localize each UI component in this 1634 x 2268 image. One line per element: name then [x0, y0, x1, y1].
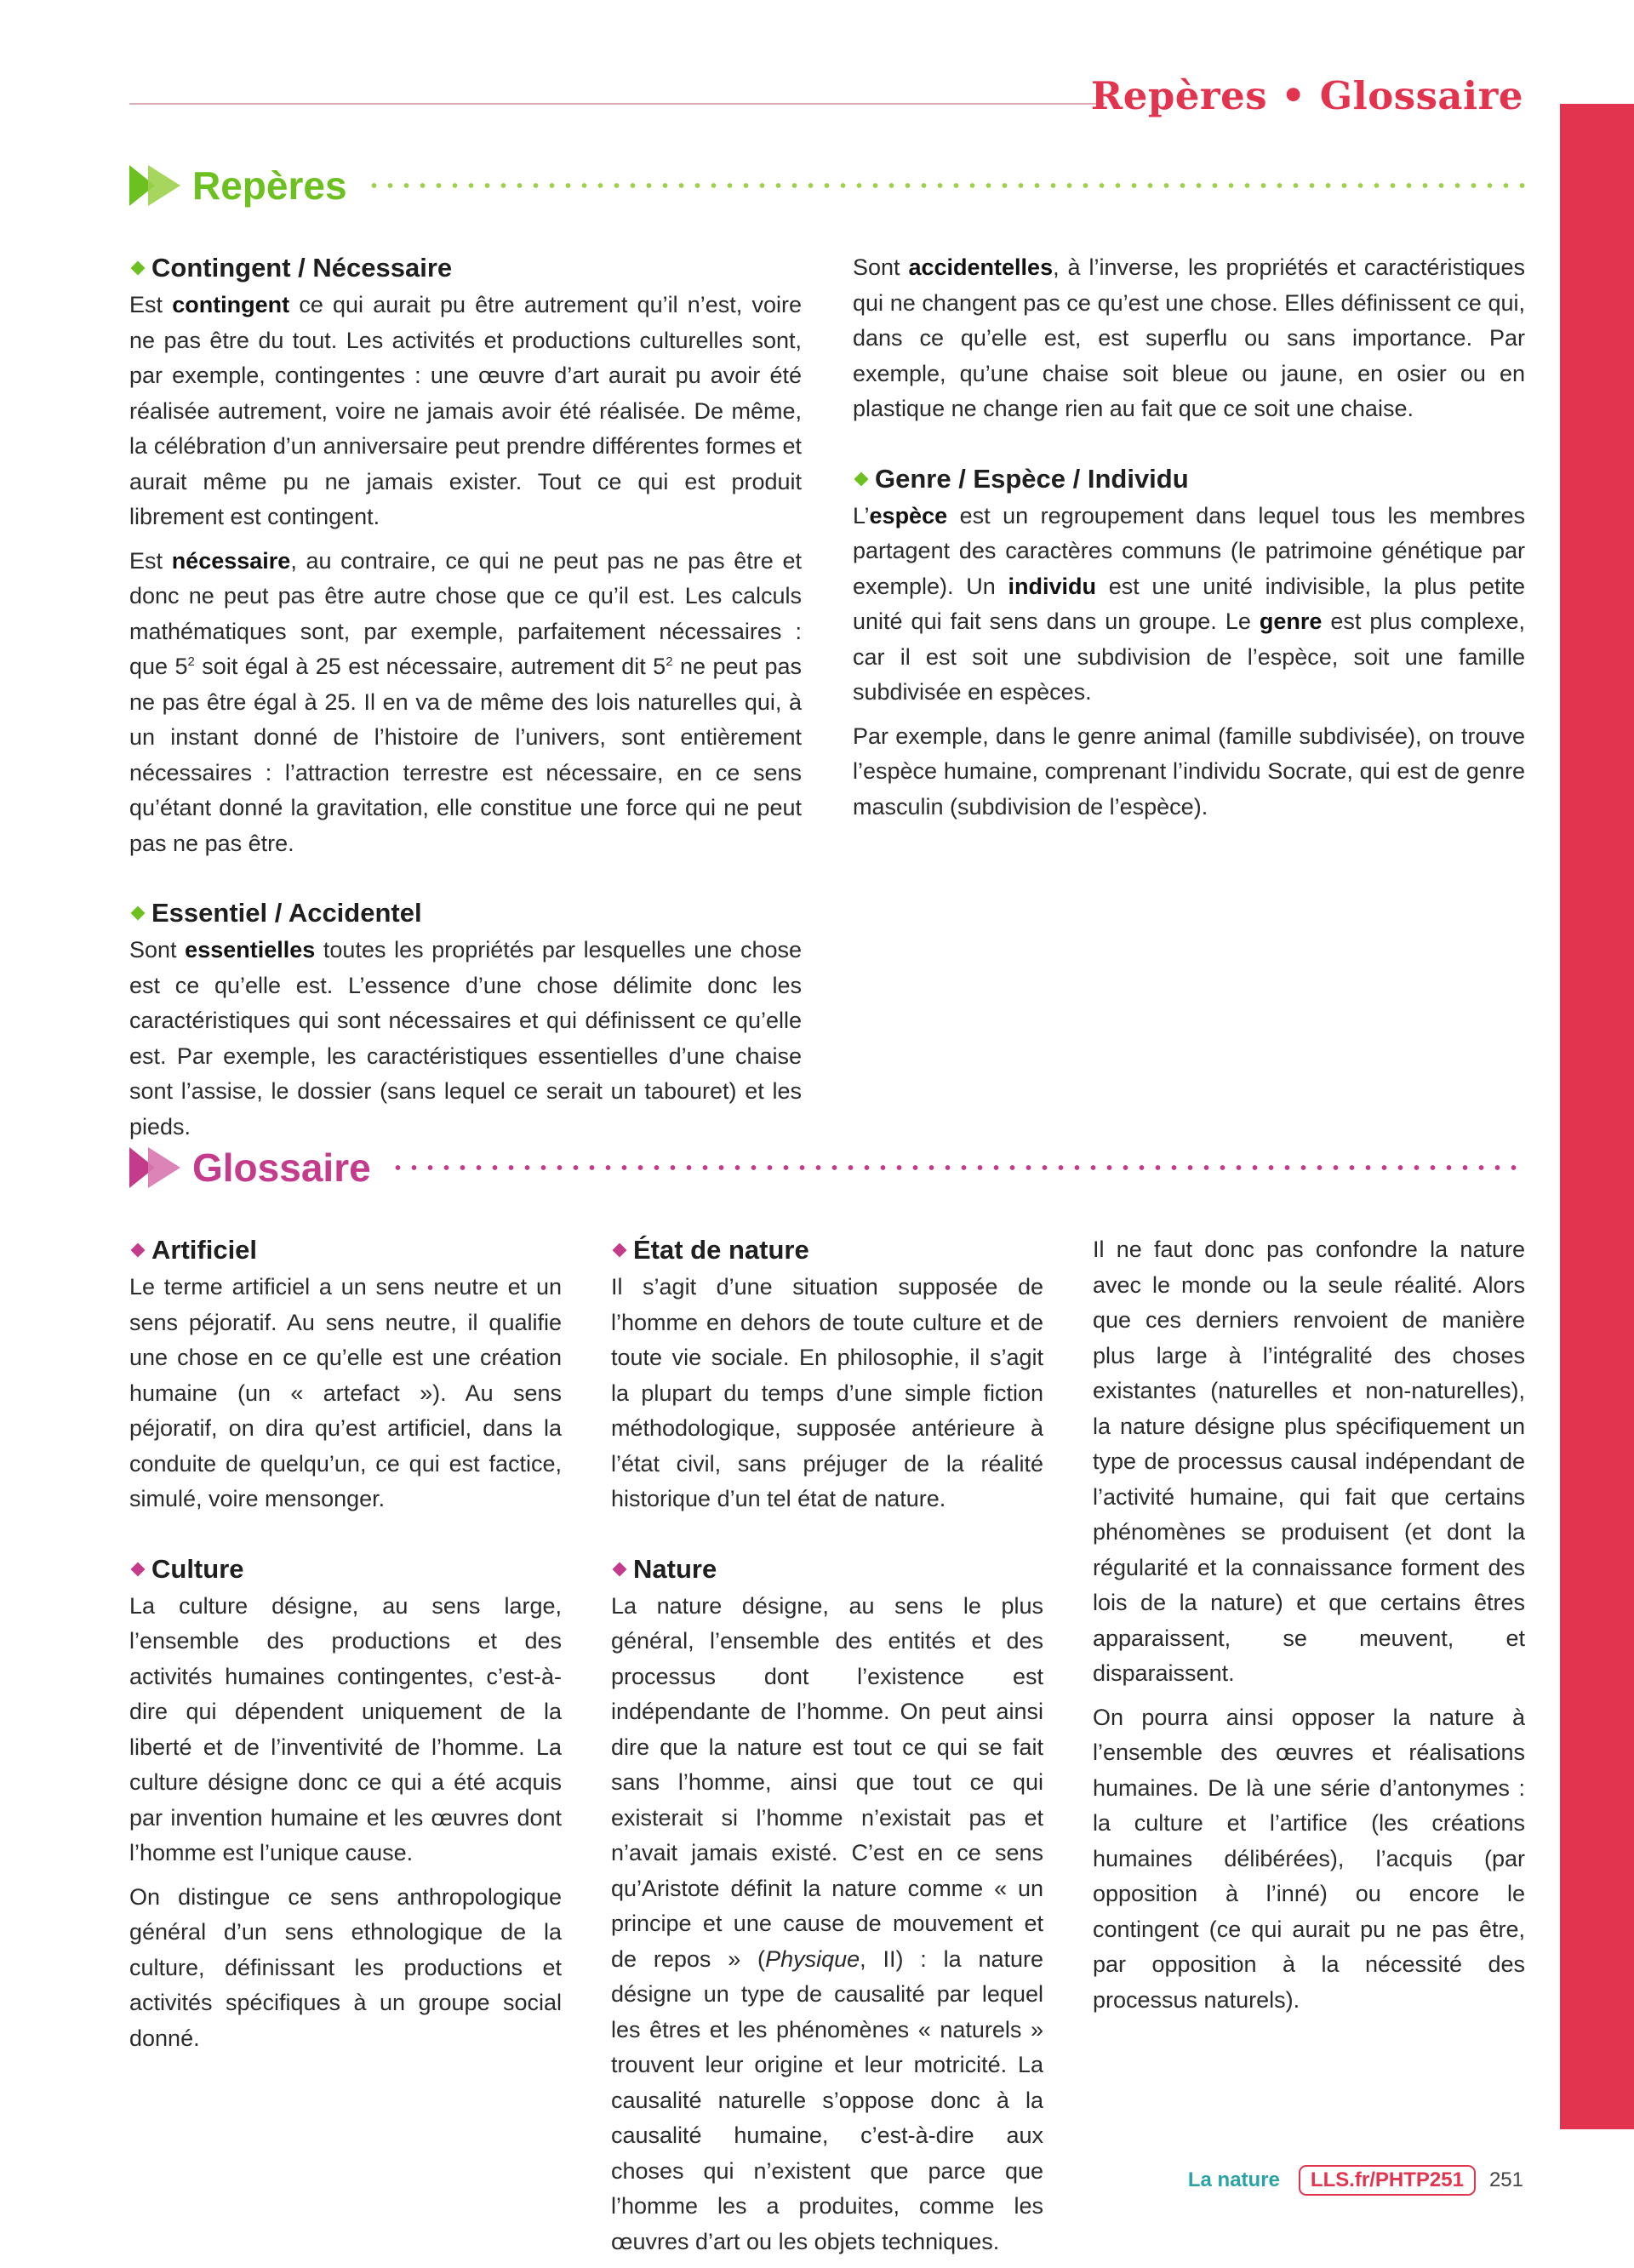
diamond-bullet-icon — [131, 1562, 146, 1576]
entry-heading-etat-de-nature: État de nature — [611, 1232, 1043, 1268]
glossaire-column-3 — [1093, 1232, 1525, 2026]
page-header-title: Repères • Glossaire — [1090, 73, 1523, 118]
chapter-name: La nature — [1187, 2168, 1280, 2191]
double-arrow-icon — [129, 1145, 182, 1190]
page-footer — [1188, 2165, 1523, 2196]
dotted-leader — [390, 1165, 1525, 1170]
paragraph-artificiel: Le terme artificiel a un sens neutre et un sens péjoratif. Au sens neutre, il qualifie une chose en ce qu’elle est une création humaine (un « artefact »). Au sens péjoratif, on dira qu’est artificiel, dans la conduite de quelqu’un, ce qui est factice, simulé, voire mensonger. — [129, 1274, 562, 1511]
entry-heading-genre: Genre / Espèce / Individu — [853, 461, 1525, 497]
lls-link[interactable]: LLS.fr/PHTP251 — [1299, 2165, 1476, 2196]
entry-heading-artificiel: Artificiel — [129, 1232, 562, 1268]
entry-heading-culture: Culture — [129, 1551, 562, 1587]
reperes-section-header — [129, 160, 1525, 211]
diamond-bullet-icon — [854, 471, 869, 486]
glossaire-column-1 — [129, 1232, 562, 2065]
dotted-leader — [366, 183, 1525, 188]
paragraph-nature-2: Il ne faut donc pas confondre la nature avec le monde ou la seule réalité. Alors que ces derniers renvoient de manière plus large à l’intégralité des choses existantes (naturelles et non-naturelles), la nature désigne plus spécifiquement un type de processus causal indépendant de l’activité humaine, qui fait que certains phénomènes se produisent (et dont la régularité et la connaissance forment des lois de la nature) et que certains êtres apparaissent, se meuvent, et disparaissent. — [1093, 1237, 1525, 1686]
page-number: 251 — [1488, 2168, 1523, 2191]
paragraph-culture: La culture désigne, au sens large, l’ensemble des productions et des activités humaines contingentes, c’est-à-dire qui dépendent uniquement de la liberté et de l’inventivité de l’homme. La culture désigne donc ce qui a été acquis par invention humaine et les œuvres dont l’homme est l’unique cause. — [129, 1592, 562, 1865]
glossaire-column-2 — [611, 1232, 1043, 2268]
entry-heading-nature: Nature — [611, 1551, 1043, 1587]
paragraph-essentiel: Sont essentielles toutes les propriétés par lesquelles une chose est ce qu’elle est. L’essence d’une chose délimite donc les caractéristiques qui sont nécessaires et qui définissent ce qu’elle est. Par exemple, les caractéristiques essentielles d’une chaise sont l’assise, le dossier (sans lequel ce serait un tabouret) et les pieds. — [129, 937, 802, 1140]
diamond-bullet-icon — [613, 1562, 627, 1576]
paragraph-contingent: Est contingent ce qui aurait pu être autrement qu’il n’est, voire ne pas être du tout. Les activités et productions culturelles sont, par exemple, contingentes : une œuvre d’art aurait pu avoir été réalisée autrement, voire ne jamais avoir été réalisée. De même, la célébration d’un anniversaire peut prendre différentes formes et aurait même pu ne jamais exister. Tout ce qui est produit librement est contingent. — [129, 292, 802, 529]
diamond-bullet-icon — [131, 906, 146, 921]
glossaire-title: Glossaire — [192, 1145, 371, 1190]
double-arrow-icon — [129, 163, 182, 208]
paragraph-nature: La nature désigne, au sens le plus général, l’ensemble des entités et des processus dont l’existence est indépendante de l’homme. On peut ainsi dire que la nature est tout ce qui se fait sans l’homme, ainsi que tout ce qui existerait si l’homme n’existait pas et n’avait jamais existé. C’est en ce sens qu’Aristote définit la nature comme « un principe et une cause de mouvement et de repos » (Physique, II) : la nature désigne un type de causalité par lequel les êtres et les phénomènes « naturels » trouvent leur origine et leur motricité. La causalité naturelle s’oppose donc à la causalité humaine, c’est-à-dire aux choses qui n’existent que parce que l’homme les a produites, comme les œuvres d’art ou les objets techniques. — [611, 1592, 1044, 2254]
paragraph-necessaire: Est nécessaire, au contraire, ce qui ne peut pas ne pas être et donc ne peut pas être autre chose que ce qu’il est. Les calculs mathématiques sont, par exemple, parfaitement nécessaires : que $5^2$ soit égal à 25 est nécessaire, autrement dit $5^2$ ne peut pas ne pas être égal à 25. Il en va de même des lois naturelles qui, à un instant donné de l’histoire de l’univers, sont entièrement nécessaires : l’attraction terrestre est nécessaire, en ce sens qu’étant donné la gravitation, elle constitue une force qui ne peut pas ne pas être. — [129, 547, 802, 856]
paragraph-culture-2: On distingue ce sens anthropologique général d’un sens ethnologique de la culture, définissant les productions et activités spécifiques à un groupe social donné. — [129, 1883, 562, 2051]
entry-heading-contingent: Contingent / Nécessaire — [129, 250, 802, 286]
header-rule — [129, 103, 1105, 105]
reperes-column-left — [129, 250, 802, 1153]
entry-heading-essentiel: Essentiel / Accidentel — [129, 895, 802, 931]
reperes-title: Repères — [192, 163, 347, 208]
paragraph-nature-3: On pourra ainsi opposer la nature à l’ensemble des œuvres et réalisations humaines. De là une série d’antonymes : la culture et l’artifice (les créations humaines délibérées), l’acquis (par opposition à l’inné) ou encore le contingent (ce qui aurait pu ne pas être, par opposition à la nécessité des processus naturels). — [1093, 1704, 1525, 2013]
side-color-bar — [1560, 104, 1634, 2129]
diamond-bullet-icon — [613, 1243, 627, 1258]
glossaire-section-header — [129, 1142, 1525, 1193]
paragraph-genre: L’espèce est un regroupement dans lequel tous les membres partagent des caractères communs (le patrimoine génétique par exemple). Un individu est une unité indivisible, la plus petite unité qui fait sens dans un groupe. Le genre est plus complexe, car il est soit une subdivision de l’espèce, soit une famille subdivisée en espèces. — [853, 502, 1526, 705]
paragraph-accidentel: Sont accidentelles, à l’inverse, les propriétés et caractéristiques qui ne changent pas ce qu’est une chose. Elles définissent ce qui, dans ce qu’elle est, est superflu ou sans importance. Par exemple, qu’une chaise soit bleue ou jaune, en osier ou en plastique ne change rien au fait que ce soit une chaise. — [853, 254, 1525, 421]
diamond-bullet-icon — [131, 261, 146, 276]
diamond-bullet-icon — [131, 1243, 146, 1258]
paragraph-genre-exemple: Par exemple, dans le genre animal (famille subdivisée), on trouve l’espèce humaine, comprenant l’individu Socrate, qui est de genre masculin (subdivision de l’espèce). — [853, 723, 1525, 820]
paragraph-etat-de-nature: Il s’agit d’une situation supposée de l’homme en dehors de toute culture et de toute vie sociale. En philosophie, il s’agit la plupart du temps d’une simple fiction méthodologique, supposée antérieure à l’état civil, sans préjuger de la réalité historique d’un tel état de nature. — [611, 1274, 1043, 1511]
reperes-column-right — [853, 250, 1525, 833]
